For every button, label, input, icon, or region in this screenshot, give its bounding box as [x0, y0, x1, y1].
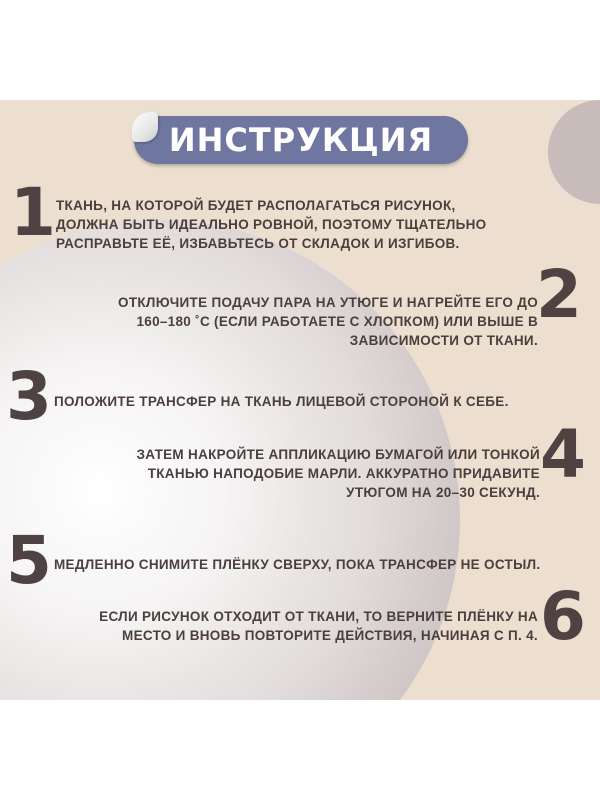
- step-1-number: 1: [10, 174, 56, 251]
- page-curl-icon: [132, 112, 158, 142]
- title-banner: [134, 116, 468, 164]
- step-4-text: ЗАТЕМ НАКРОЙТЕ АППЛИКАЦИЮ БУМАГОЙ ИЛИ ТОНКОЙ ТКАНЬЮ НАПОДОБИЕ МАРЛИ. АККУРАТНО ПРИДАВИТЕ УТЮГОМ НА 20–30 СЕКУНД.: [136, 447, 540, 500]
- instruction-card: [0, 100, 600, 700]
- page-title: ИНСТРУКЦИЯ: [168, 121, 434, 159]
- step-1-text: ТКАНЬ, НА КОТОРОЙ БУДЕТ РАСПОЛАГАТЬСЯ РИСУНОК, ДОЛЖНА БЫТЬ ИДЕАЛЬНО РОВНОЙ, ПОЭТОМУ ТЩАТЕЛЬНО РАСПРАВЬТЕ ЕЁ, ИЗБАВЬТЕСЬ ОТ СКЛАДОК И ИЗГИБОВ.: [56, 198, 487, 251]
- step-5-number: 5: [6, 522, 52, 599]
- step-6-number: 6: [540, 578, 586, 655]
- step-6-text: ЕСЛИ РИСУНОК ОТХОДИТ ОТ ТКАНИ, ТО ВЕРНИТЕ ПЛЁНКУ НА МЕСТО И ВНОВЬ ПОВТОРИТЕ ДЕЙСТВИЯ, НАЧИНАЯ С П. 4.: [99, 609, 538, 643]
- step-2-number: 2: [536, 256, 582, 333]
- step-5-text: МЕДЛЕННО СНИМИТЕ ПЛЁНКУ СВЕРХУ, ПОКА ТРАНСФЕР НЕ ОСТЫЛ.: [54, 557, 541, 572]
- step-2-text: ОТКЛЮЧИТЕ ПОДАЧУ ПАРА НА УТЮГЕ И НАГРЕЙТЕ ЕГО ДО 160–180 ˚С (ЕСЛИ РАБОТАЕТЕ С ХЛОПКОМ) ИЛИ ВЫШЕ В ЗАВИСИМОСТИ ОТ ТКАНИ.: [118, 295, 538, 348]
- step-3-text: ПОЛОЖИТЕ ТРАНСФЕР НА ТКАНЬ ЛИЦЕВОЙ СТОРОНОЙ К СЕБЕ.: [54, 394, 509, 409]
- corner-circle: [548, 100, 600, 204]
- step-3-number: 3: [6, 358, 52, 435]
- step-4-number: 4: [540, 416, 586, 493]
